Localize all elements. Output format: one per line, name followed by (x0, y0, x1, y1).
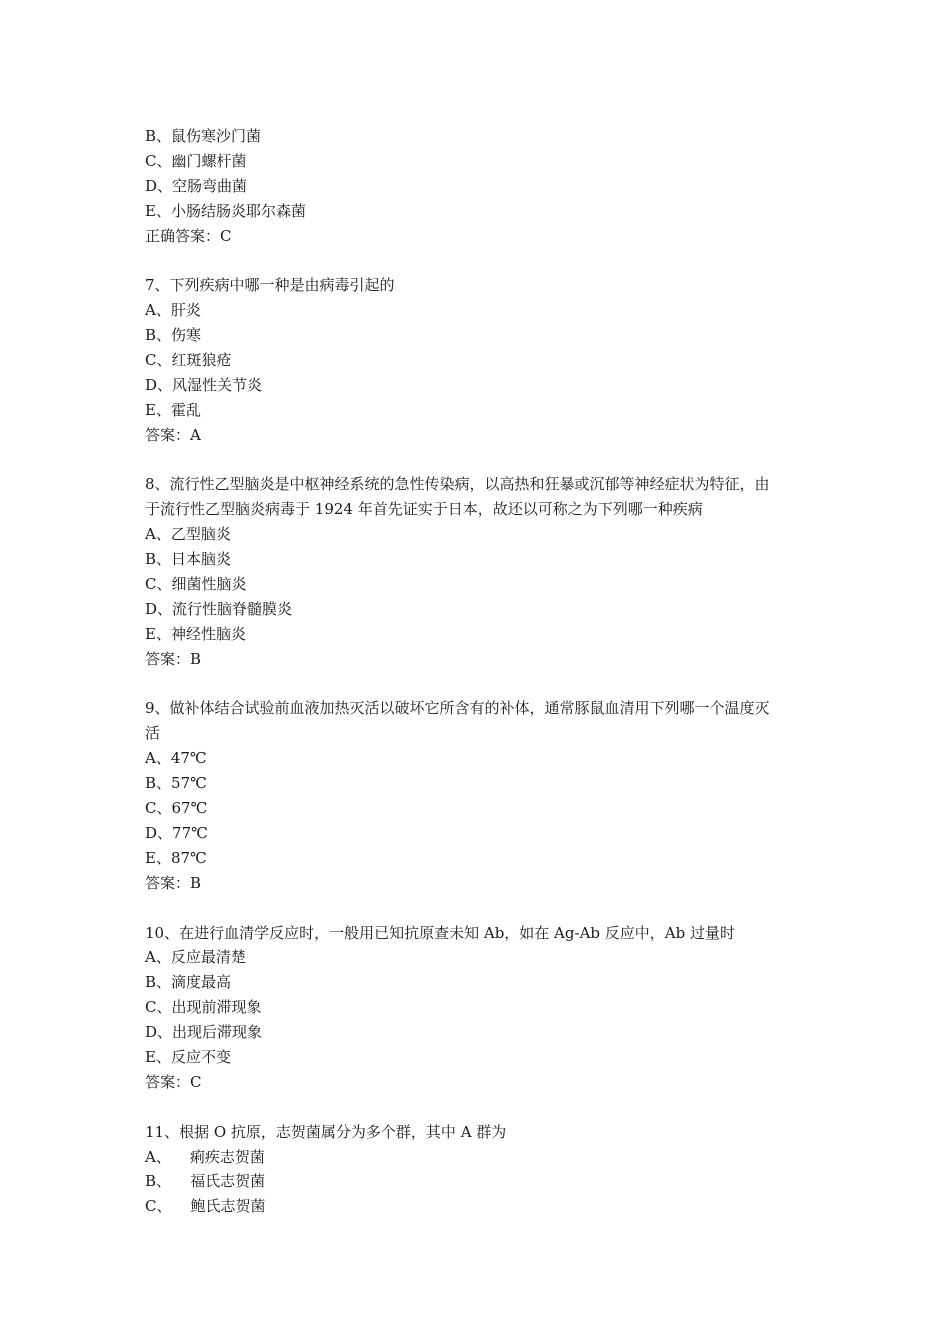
q7-option-b: B、伤寒 (145, 326, 202, 345)
q10-option-d: D、出现后滞现象 (145, 1023, 263, 1042)
q9-stem-line1: 9、做补体结合试验前血液加热灭活以破坏它所含有的补体，通常豚鼠血清用下列哪一个温度灭 (145, 699, 770, 718)
q10-answer: 答案：C (145, 1072, 202, 1091)
spacer (145, 448, 815, 473)
document-page (145, 124, 815, 1219)
q9-stem-line2: 活 (145, 724, 161, 743)
prev-option-d: D、空肠弯曲菌 (145, 176, 248, 195)
spacer (145, 896, 815, 921)
q9-option-b: B、57℃ (145, 774, 207, 793)
q7-option-c: C、红斑狼疮 (145, 351, 232, 370)
q7-option-e: E、霍乱 (145, 400, 201, 419)
q10-option-c: C、出现前滞现象 (145, 998, 262, 1017)
q9-option-e: E、87℃ (145, 848, 207, 867)
q8-answer: 答案：B (145, 649, 202, 668)
q8-option-e: E、神经性脑炎 (145, 624, 246, 643)
q8-stem-line1: 8、流行性乙型脑炎是中枢神经系统的急性传染病，以高热和狂暴或沉郁等神经症状为特征，由 (145, 475, 770, 494)
q9-option-c: C、67℃ (145, 799, 208, 818)
prev-option-c: C、幽门螺杆菌 (145, 151, 247, 170)
q9-option-a: A、47℃ (145, 749, 207, 768)
q10-stem: 10、在进行血清学反应时，一般用已知抗原查未知 Ab，如在 Ag-Ab 反应中，Ab 过量时 (145, 923, 735, 942)
spacer (145, 672, 815, 697)
q8-option-b: B、日本脑炎 (145, 550, 232, 569)
q11-stem: 11、根据 O 抗原，志贺菌属分为多个群，其中 A 群为 (145, 1122, 507, 1141)
q10-option-b: B、滴度最高 (145, 973, 232, 992)
q10-option-a: A、反应最清楚 (145, 948, 246, 967)
q11-option-c: C、 鲍氏志贺菌 (145, 1197, 266, 1216)
q11-option-a: A、 痢疾志贺菌 (145, 1147, 265, 1166)
q8-option-c: C、细菌性脑炎 (145, 575, 247, 594)
q9-answer: 答案：B (145, 873, 202, 892)
q9-option-d: D、77℃ (145, 823, 208, 842)
q7-option-d: D、风湿性关节炎 (145, 375, 263, 394)
spacer (145, 1095, 815, 1120)
q10-option-e: E、反应不变 (145, 1047, 231, 1066)
prev-option-e: E、小肠结肠炎耶尔森菌 (145, 201, 306, 220)
prev-option-b: B、鼠伤寒沙门菌 (145, 127, 262, 145)
q8-stem-line2: 于流行性乙型脑炎病毒于 1924 年首先证实于日本，故还以可称之为下列哪一种疾病 (145, 500, 703, 519)
q11-option-b: B、 福氏志贺菌 (145, 1172, 266, 1191)
q8-option-a: A、乙型脑炎 (145, 525, 231, 544)
q7-option-a: A、肝炎 (145, 301, 201, 320)
q7-stem: 7、下列疾病中哪一种是由病毒引起的 (145, 276, 395, 295)
spacer (145, 248, 815, 273)
prev-answer: 正确答案：C (145, 226, 232, 245)
q8-option-d: D、流行性脑脊髓膜炎 (145, 599, 293, 618)
q7-answer: 答案：A (145, 425, 201, 444)
